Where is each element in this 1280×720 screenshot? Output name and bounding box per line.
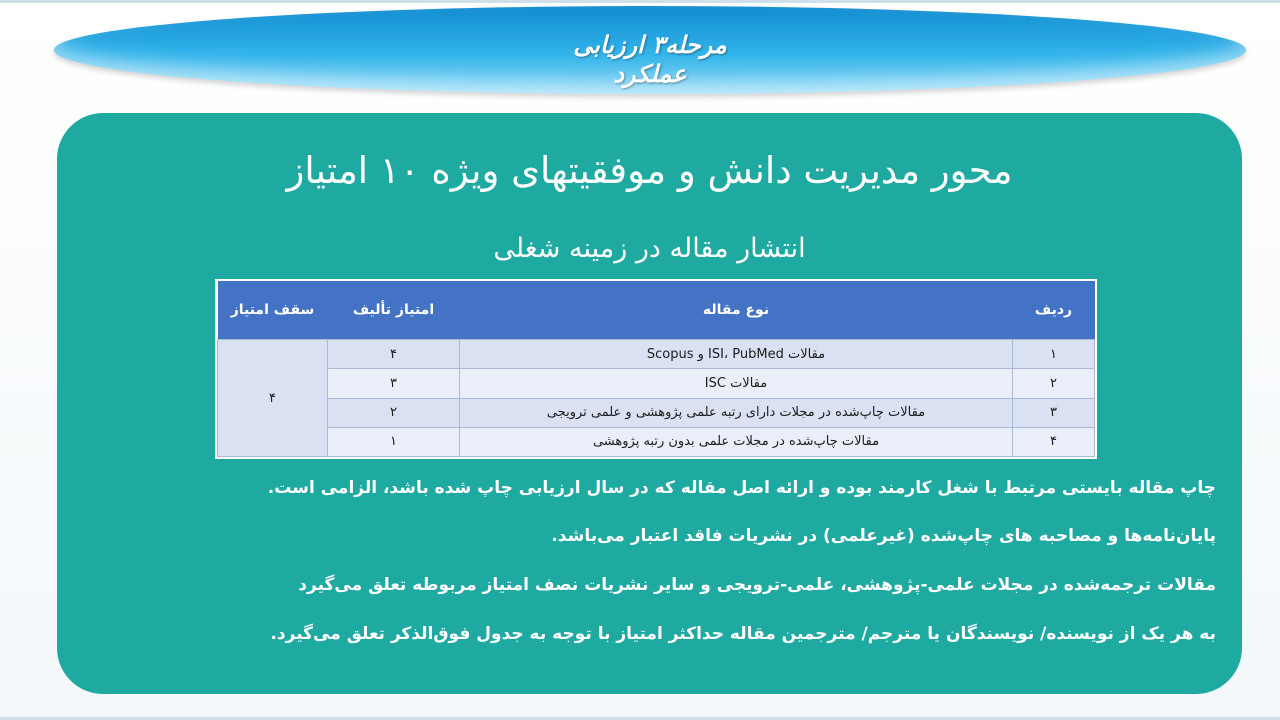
table-header-row [218,281,1095,340]
article-type: مقالات چاپ‌شده در مجلات دارای رتبه علمی پژوهشی و علمی ترویجی [460,398,1013,427]
row-number: ۱ [1013,340,1095,369]
note-item: به هر یک از نویسنده/ نویسندگان یا مترجم/ مترجمین مقاله حداکثر امتیاز با توجه به جدول فوق‌الذکر تعلق می‌گیرد. [270,624,1216,644]
table-row [218,427,1095,456]
article-type: مقالات ISC [460,369,1013,398]
article-type: مقالات چاپ‌شده در مجلات علمی بدون رتبه پژوهشی [460,427,1013,456]
row-number: ۲ [1013,369,1095,398]
note-item: پایان‌نامه‌ها و مصاحبه های چاپ‌شده (غیرعلمی) در نشریات فاقد اعتبار می‌باشد. [551,526,1216,546]
score-limit: ۴ [218,340,328,457]
article-type: مقالات ISI، PubMed و Scopus [460,340,1013,369]
header-score: امتیاز تألیف [328,281,460,340]
page-title: محور مدیریت دانش و موفقیتهای ویژه ۱۰ امتیاز [286,149,1013,192]
table-row [218,398,1095,427]
articles-table-container [215,279,1097,459]
row-number: ۳ [1013,398,1095,427]
header-limit: سقف امتیاز [218,281,328,340]
top-border [0,0,1280,3]
note-item: چاپ مقاله بایستی مرتبط با شغل کارمند بوده و ارائه اصل مقاله که در سال ارزیابی چاپ شده باشد، الزامی است. [267,478,1216,498]
table-row [218,369,1095,398]
section-subtitle: انتشار مقاله در زمینه شغلی [493,233,806,264]
table-row [218,340,1095,369]
article-score: ۳ [328,369,460,398]
article-score: ۲ [328,398,460,427]
article-score: ۱ [328,427,460,456]
articles-table [217,281,1095,457]
header-row-number: ردیف [1013,281,1095,340]
note-item: مقالات ترجمه‌شده در مجلات علمی-پژوهشی، علمی-ترویجی و سایر نشریات نصف امتیاز مربوطه تعلق می‌گیرد [298,575,1216,595]
article-score: ۴ [328,340,460,369]
banner-title: مرحله۳ ارزیابی عملکرد [573,30,727,88]
content-panel [57,113,1242,694]
header-article-type: نوع مقاله [460,281,1013,340]
row-number: ۴ [1013,427,1095,456]
